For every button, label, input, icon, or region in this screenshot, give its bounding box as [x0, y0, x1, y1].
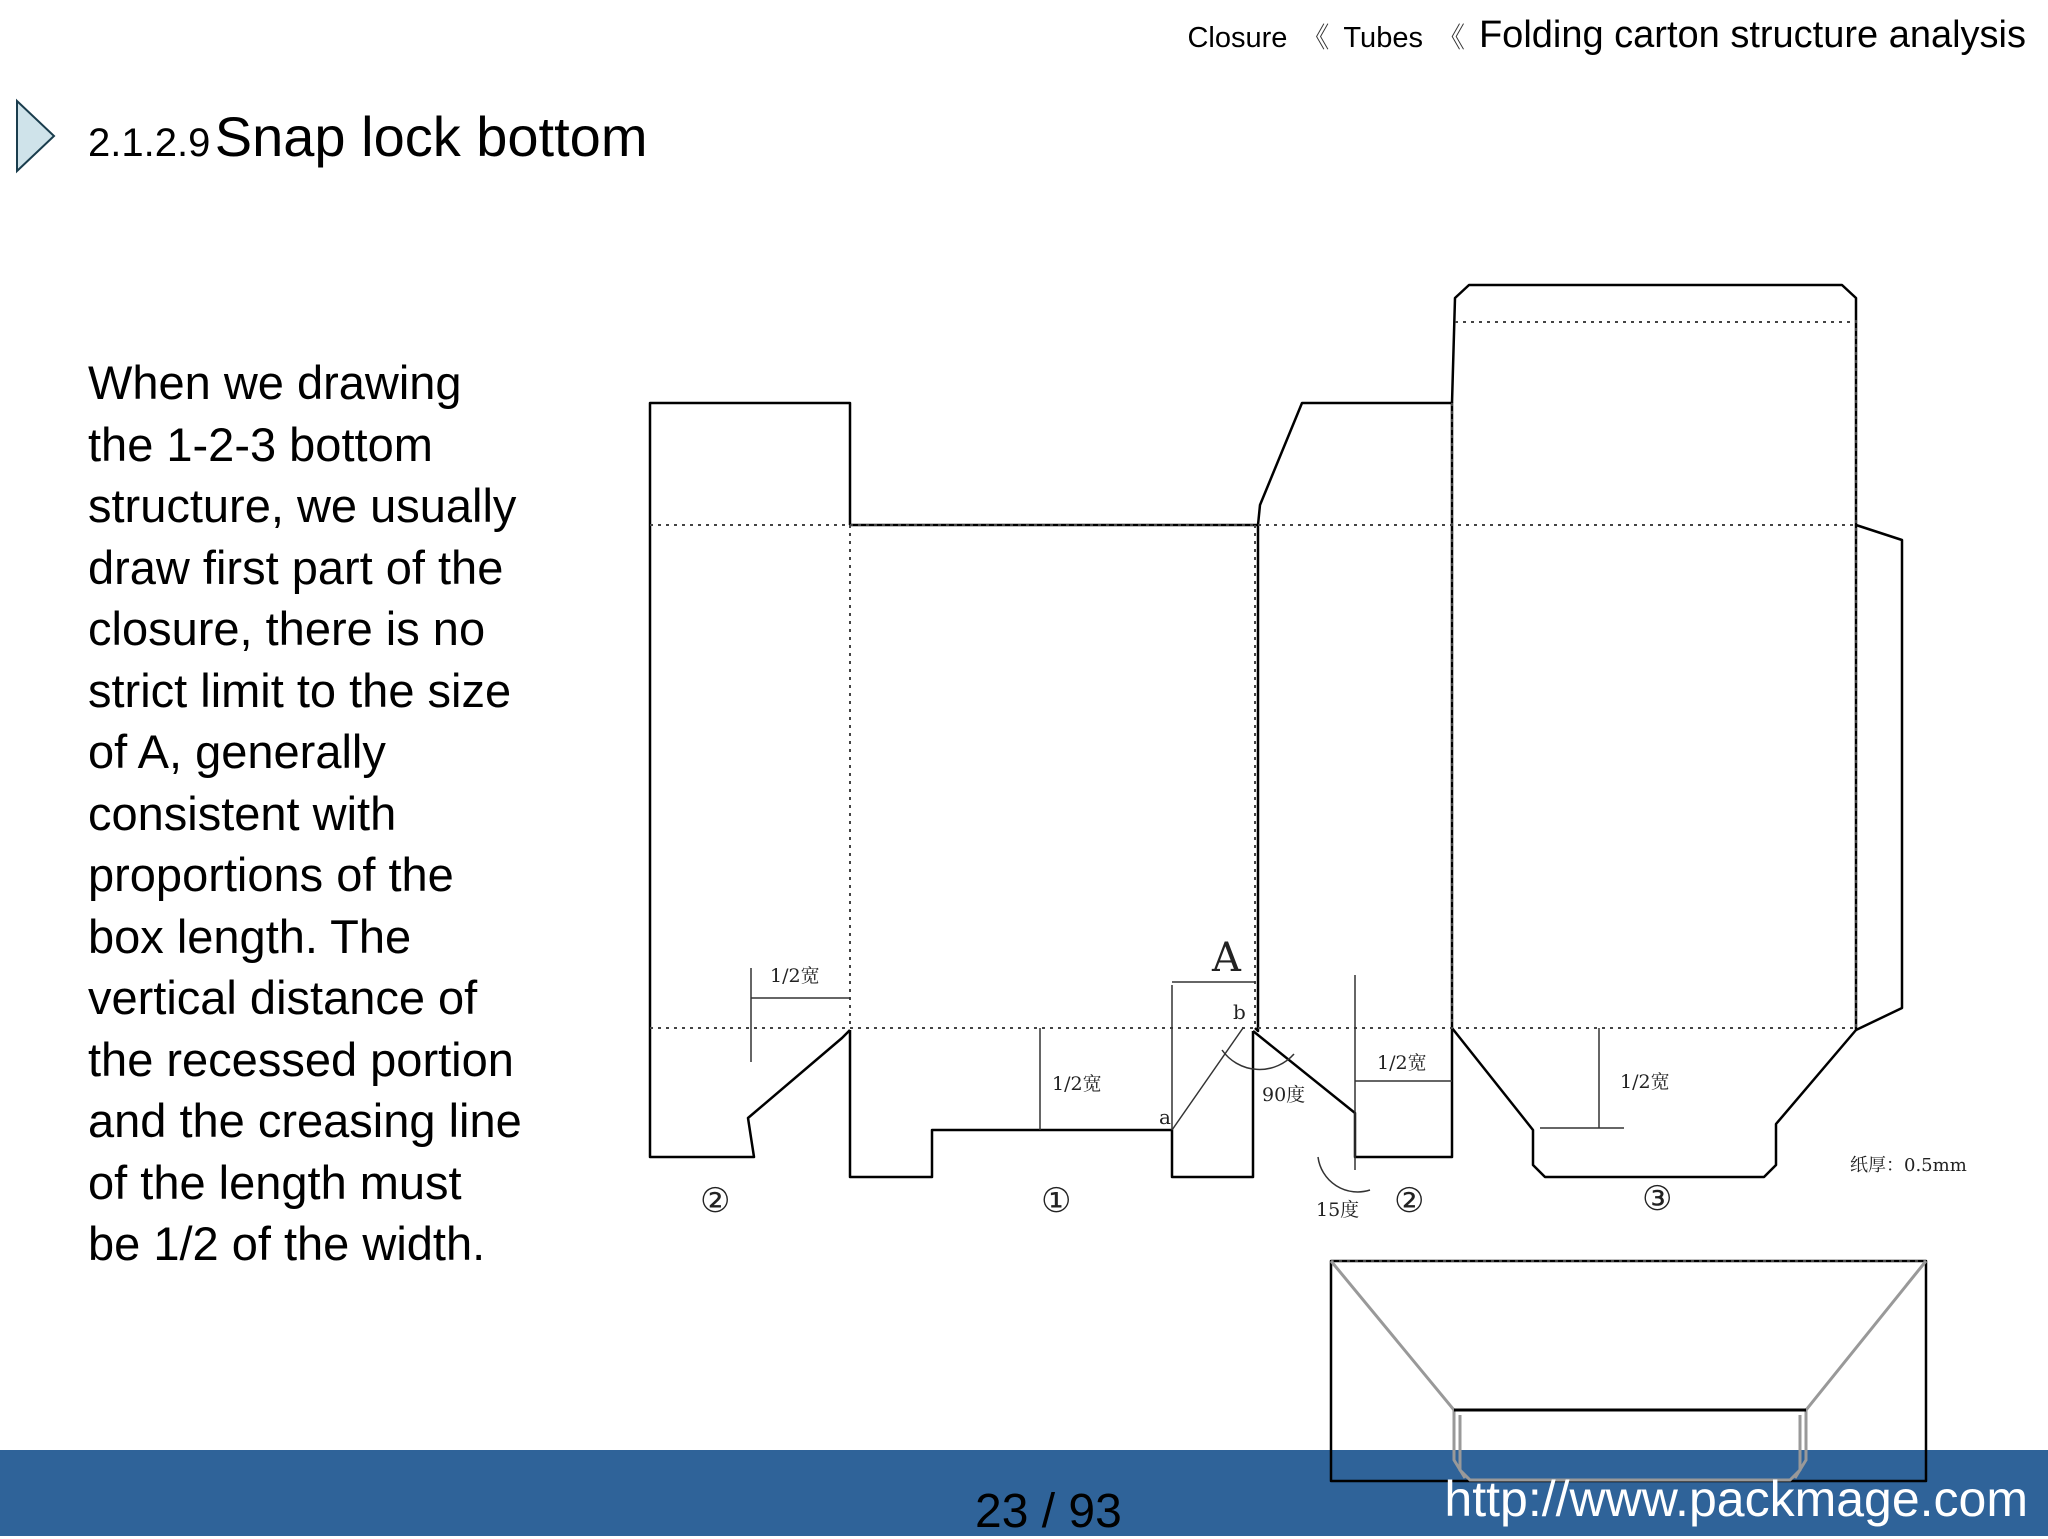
breadcrumb-item-closure[interactable]: Closure — [1187, 22, 1288, 54]
breadcrumb-current: Folding carton structure analysis — [1478, 14, 2026, 56]
board-thickness-note: 纸厚：0.5mm — [1850, 1155, 1967, 1176]
point-label-b: b — [1233, 1000, 1246, 1024]
cut-lines — [650, 285, 1926, 1481]
page-number: 23 / 93 — [975, 1485, 1122, 1538]
panel-number-3: ③ — [1642, 1179, 1673, 1219]
breadcrumb-separator: 《 — [1301, 22, 1330, 53]
dimension-label-half-width: 1/2宽 — [1377, 1052, 1427, 1074]
breadcrumb-item-tubes[interactable]: Tubes — [1343, 22, 1423, 54]
angle-label-90: 90度 — [1262, 1084, 1306, 1106]
dimension-label-half-width: 1/2宽 — [770, 965, 820, 987]
panel-number-2: ② — [700, 1181, 731, 1221]
dimension-label-half-width: 1/2宽 — [1620, 1071, 1670, 1093]
body-paragraph: When we drawing the 1-2-3 bottom structure, we usually draw first part of the closure, there is no strict limit to the size of A, generally consistent with proportions of the box length. The vertical distance of the recessed portion and the creasing line of the length must be 1/2 of the width. — [88, 356, 522, 1270]
inset-flaps — [1331, 1261, 1926, 1480]
section-number: 2.1.2.9 — [88, 121, 211, 165]
breadcrumb-separator: 《 — [1436, 22, 1465, 53]
panel-number-2: ② — [1394, 1181, 1425, 1221]
dimension-label-A: A — [1212, 935, 1241, 981]
website-link[interactable]: http://www.packmage.com — [1444, 1471, 2028, 1527]
angle-label-15: 15度 — [1316, 1199, 1360, 1221]
section-heading: Snap lock bottom — [214, 105, 648, 168]
point-label-a: a — [1159, 1105, 1171, 1129]
crease-lines — [650, 320, 1926, 1261]
dimension-label-half-width: 1/2宽 — [1052, 1073, 1102, 1095]
panel-number-1: ① — [1041, 1181, 1072, 1221]
